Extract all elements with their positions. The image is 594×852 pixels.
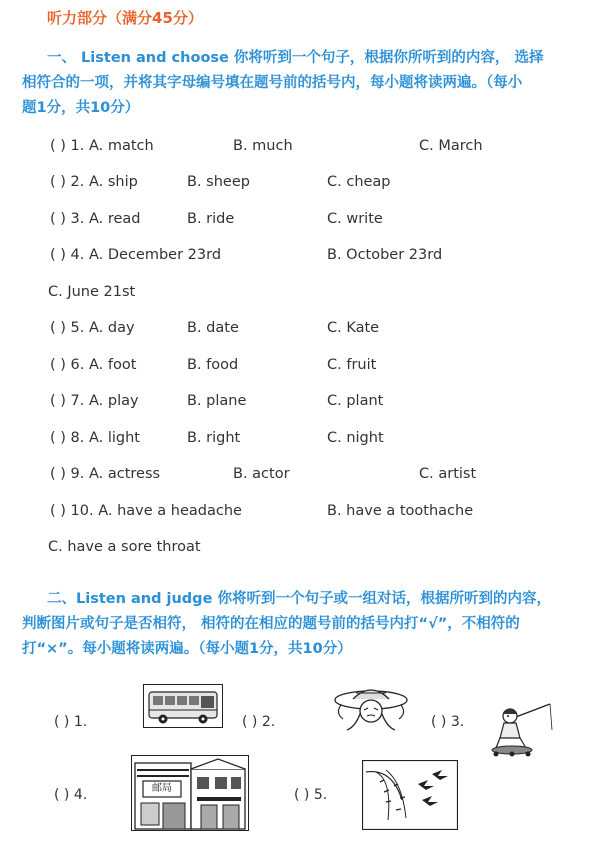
question-3-b: B. ride: [187, 211, 235, 227]
question-10-a: ( ) 10. A. have a headache: [50, 503, 242, 519]
judge-item-5: ( ) 5.: [294, 787, 328, 803]
section1-line-2: 相符合的一项，并将其字母编号填在题号前的括号内，每小题将读两遍。（每小: [22, 75, 523, 91]
question-4-a: ( ) 4. A. December 23rd: [50, 247, 222, 263]
bus-picture: [143, 684, 223, 728]
boy-fishing-picture: [490, 700, 558, 758]
question-6-c: C. fruit: [327, 357, 377, 373]
question-6-a: ( ) 6. A. foot: [50, 357, 137, 373]
question-10-b: B. have a toothache: [327, 503, 474, 519]
question-2-a: ( ) 2. A. ship: [50, 174, 138, 190]
question-9-a: ( ) 9. A. actress: [50, 466, 161, 482]
question-4-b: B. October 23rd: [327, 247, 443, 263]
question-1-a: ( ) 1. A. match: [50, 138, 154, 154]
question-2-c: C. cheap: [327, 174, 391, 190]
question-8-b: B. right: [187, 430, 241, 446]
question-7-c: C. plant: [327, 393, 384, 409]
page-title: 听力部分（满分45分）: [47, 9, 203, 27]
question-7-a: ( ) 7. A. play: [50, 393, 139, 409]
question-6-b: B. food: [187, 357, 239, 373]
question-3-a: ( ) 3. A. read: [50, 211, 141, 227]
question-10-c: C. have a sore throat: [48, 539, 201, 555]
question-9-b: B. actor: [233, 466, 290, 482]
post-office-picture: [131, 755, 249, 831]
section1-line-3: 题1分，共10分）: [22, 100, 140, 116]
girl-with-hat-picture: [331, 683, 411, 733]
question-2-b: B. sheep: [187, 174, 250, 190]
question-4-c: C. June 21st: [48, 284, 136, 300]
question-5-a: ( ) 5. A. day: [50, 320, 135, 336]
judge-item-3: ( ) 3.: [431, 714, 465, 730]
question-1-c: C. March: [419, 138, 483, 154]
section2-instructions: [22, 587, 578, 662]
section1-line-1: 一、 Listen and choose 你将听到一个句子，根据你所听到的内容， 选择: [47, 50, 544, 66]
question-3-c: C. write: [327, 211, 383, 227]
question-1-b: B. much: [233, 138, 293, 154]
judge-item-2: ( ) 2.: [242, 714, 276, 730]
question-5-b: B. date: [187, 320, 239, 336]
section2-line-3: 打“×”。每小题将读两遍。（每小题1分，共10分）: [22, 641, 352, 657]
question-8-a: ( ) 8. A. light: [50, 430, 140, 446]
willow-swallows-picture: [362, 760, 458, 830]
judge-item-1: ( ) 1.: [54, 714, 88, 730]
question-7-b: B. plane: [187, 393, 247, 409]
post-office-sign: 邮局: [152, 783, 172, 794]
section2-line-2: 判断图片或句子是否相符， 相符的在相应的题号前的括号内打“√”，不相符的: [22, 616, 520, 632]
question-8-c: C. night: [327, 430, 384, 446]
section2-line-1: 二、Listen and judge 你将听到一个句子或一组对话，根据所听到的内容，: [47, 591, 551, 607]
question-5-c: C. Kate: [327, 320, 380, 336]
judge-item-4: ( ) 4.: [54, 787, 88, 803]
question-9-c: C. artist: [419, 466, 477, 482]
section1-instructions: [22, 46, 578, 121]
